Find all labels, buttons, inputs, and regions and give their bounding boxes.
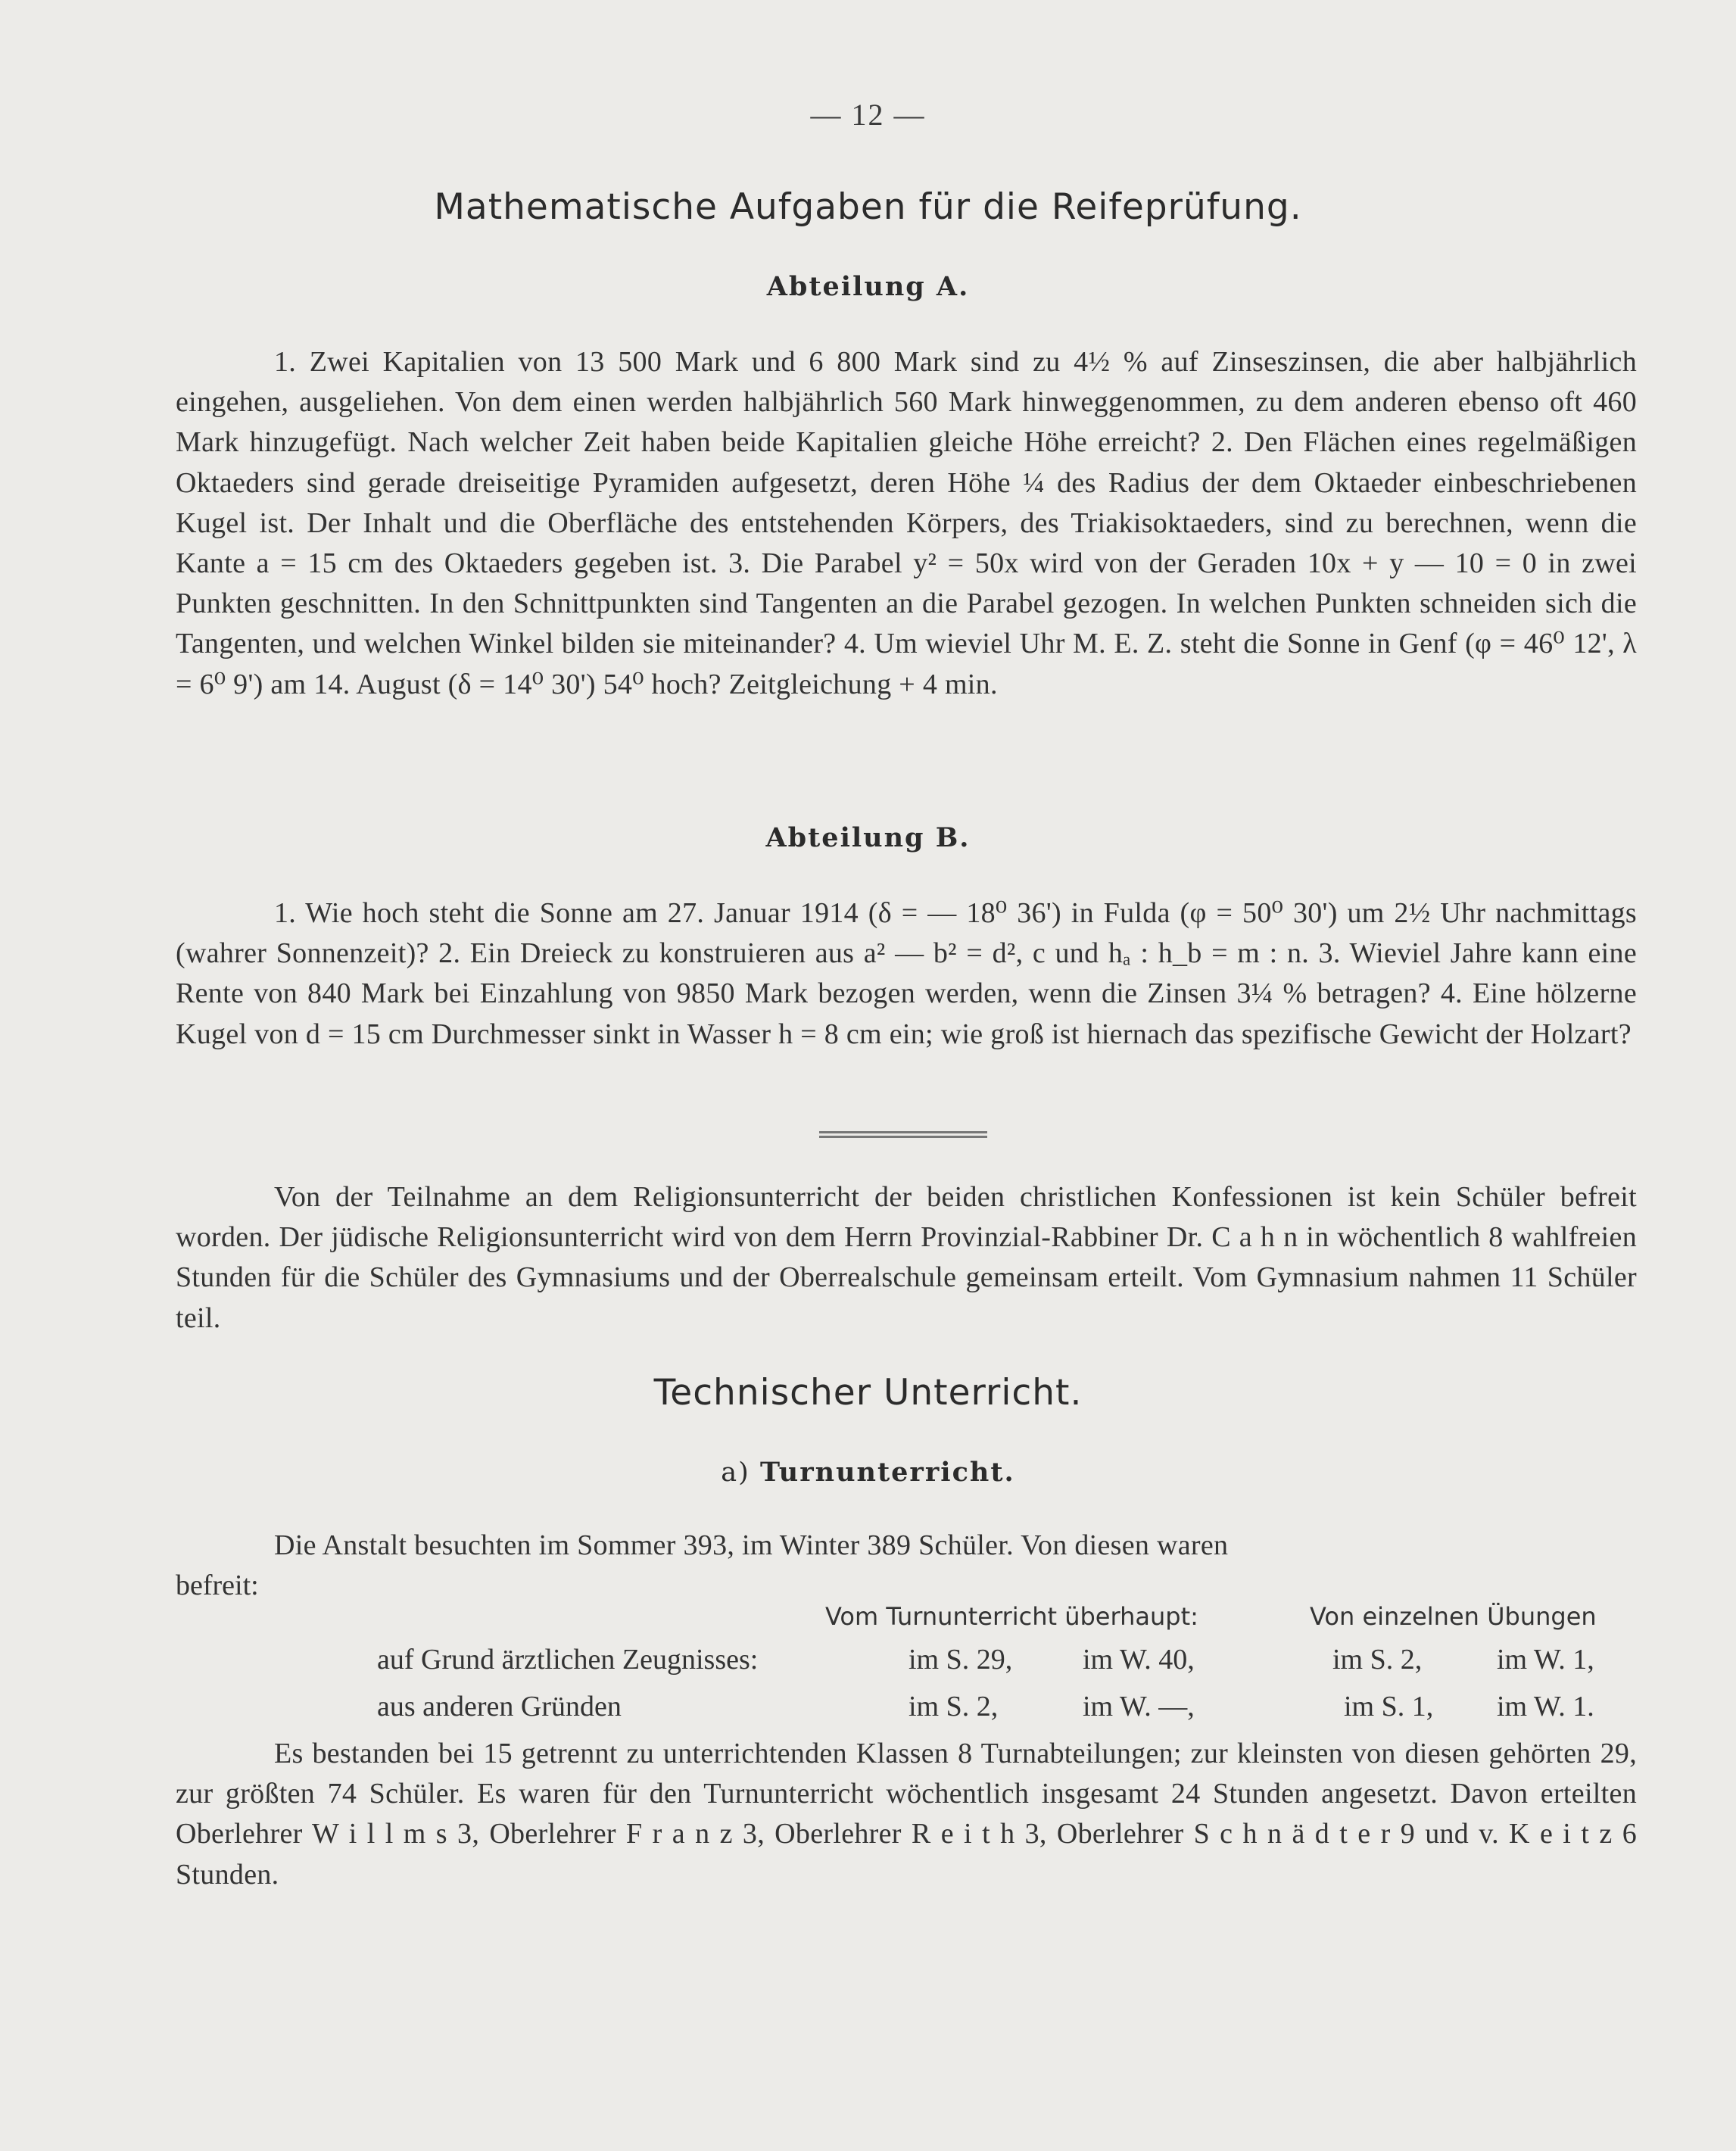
row-cell: im W. 40,: [1083, 1644, 1195, 1676]
row-cell: im W. 1.: [1497, 1691, 1594, 1722]
turn-closing-text: Es bestanden bei 15 getrennt zu unterrichtenden Klassen 8 Turnabteilungen; zur kleinsten von diesen gehörten 29, zur größten 74 Schüler. Es waren für den Turnunterricht wöchentlich insgesamt 24 Stunden angesetzt. Davon erteilten Oberlehrer W i l l m s 3, Oberlehrer F r a n z 3, Oberlehrer R e i t h 3, Oberlehrer S c h n ä d t e r 9 und v. K e i t z 6 Stunden.: [176, 1738, 1637, 1891]
row-cell: im S. 2,: [909, 1691, 999, 1722]
paragraph-turn-closing: [176, 1734, 1637, 1895]
paragraph-religion: [176, 1177, 1637, 1339]
heading-abteilung-b: Abteilung B.: [765, 822, 971, 853]
abteilung-a-text: 1. Zwei Kapitalien von 13 500 Mark und 6 800 Mark sind zu 4½ % auf Zinseszinsen, die aber halbjährlich eingehen, ausgeliehen. Von dem einen werden halbjährlich 560 Mark hinweggenommen, zu dem anderen ebenso oft 460 Mark hinzugefügt. Nach welcher Zeit haben beide Kapitalien gleiche Höhe erreicht? 2. Den Flächen eines regelmäßigen Oktaeders sind gerade dreiseitige Pyramiden aufgesetzt, deren Höhe ¼ des Radius der dem Oktaeder einbeschriebenen Kugel ist. Der Inhalt und die Oberfläche des entstehenden Körpers, des Triakisoktaeders, sind zu berechnen, wenn die Kante a = 15 cm des Oktaeders gegeben ist. 3. Die Parabel y² = 50x wird von der Geraden 10x + y — 10 = 0 in zwei Punkten geschnitten. In den Schnittpunkten sind Tangenten an die Parabel gezogen. In welchen Punkten schneiden sich die Tangenten, und welchen Winkel bilden sie miteinander? 4. Um wieviel Uhr M. E. Z. steht die Sonne in Genf (φ = 46⁰ 12', λ = 6⁰ 9') am 14. August (δ = 14⁰ 30') 54⁰ hoch? Zeitgleichung + 4 min.: [176, 346, 1637, 700]
section-title-math: Mathematische Aufgaben für die Reifeprüfung.: [434, 186, 1302, 228]
heading-turn-label: Turnunterricht.: [759, 1457, 1015, 1488]
heading-abteilung-a: Abteilung A.: [766, 271, 970, 302]
double-rule-divider: [819, 1131, 987, 1138]
turn-intro-line2: befreit:: [176, 1570, 259, 1601]
heading-turnunterricht: [0, 1457, 1736, 1488]
row-cell: im W. —,: [1083, 1691, 1195, 1722]
row-label: auf Grund ärztlichen Zeugnisses:: [377, 1644, 759, 1676]
row-cell: im W. 1,: [1497, 1644, 1594, 1676]
heading-prefix: a): [721, 1457, 750, 1488]
row-cell: im S. 1,: [1344, 1691, 1434, 1722]
row-label: aus anderen Gründen: [377, 1691, 622, 1722]
page-number: — 12 —: [810, 98, 926, 132]
row-cell: im S. 2,: [1332, 1644, 1423, 1676]
paragraph-abteilung-a: [176, 342, 1637, 705]
col-header-overall: Vom Turnunterricht überhaupt:: [825, 1602, 1198, 1631]
section-title-tech: Technischer Unterricht.: [653, 1372, 1083, 1414]
col-header-single: Von einzelnen Übungen: [1310, 1602, 1597, 1631]
paragraph-turn-intro: [176, 1526, 1637, 1566]
paragraph-abteilung-b: [176, 893, 1637, 1055]
turn-intro-line1: Die Anstalt besuchten im Sommer 393, im Winter 389 Schüler. Von diesen waren: [274, 1529, 1229, 1561]
abteilung-b-text: 1. Wie hoch steht die Sonne am 27. Januar 1914 (δ = — 18⁰ 36') in Fulda (φ = 50⁰ 30') um 2½ Uhr nachmittags (wahrer Sonnenzeit)? 2. Ein Dreieck zu konstruieren aus a² — b² = d², c und hₐ : h_b = m : n. 3. Wieviel Jahre kann eine Rente von 840 Mark bei Einzahlung von 9850 Mark bezogen werden, wenn die Zinsen 3¼ % betragen? 4. Eine hölzerne Kugel von d = 15 cm Durchmesser sinkt in Wasser h = 8 cm ein; wie groß ist hiernach das spezifische Gewicht der Holzart?: [176, 897, 1637, 1050]
religion-text: Von der Teilnahme an dem Religionsunterricht der beiden christlichen Konfessionen ist kein Schüler befreit worden. Der jüdische Religionsunterricht wird von dem Herrn Provinzial-Rabbiner Dr. C a h n in wöchentlich 8 wahlfreien Stunden für die Schüler des Gymnasiums und der Oberrealschule gemeinsam erteilt. Vom Gymnasium nahmen 11 Schüler teil.: [176, 1181, 1637, 1334]
row-cell: im S. 29,: [909, 1644, 1013, 1676]
